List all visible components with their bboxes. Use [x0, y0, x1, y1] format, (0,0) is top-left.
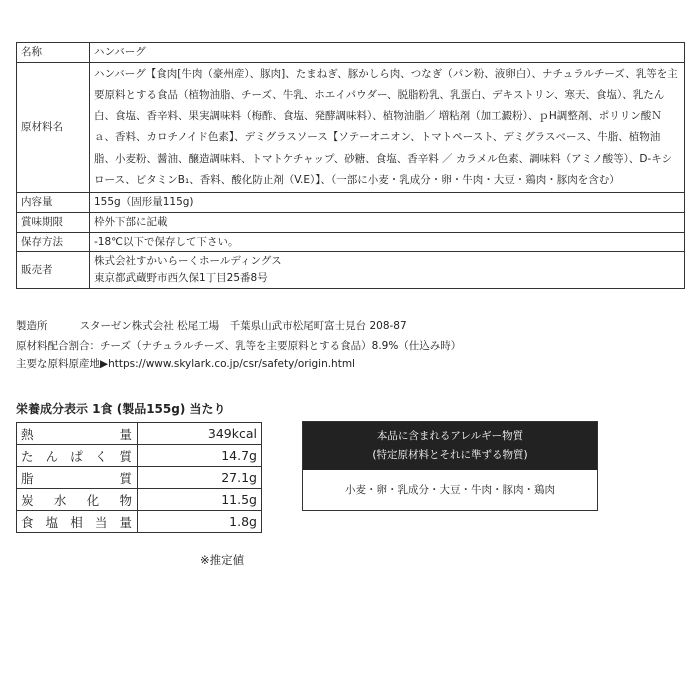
- allergy-items: 小麦・卵・乳成分・大豆・牛肉・豚肉・鶏肉: [345, 484, 555, 496]
- label-row-expiry: [17, 212, 685, 232]
- label-value: 155g（固形量115g): [90, 193, 685, 213]
- allergy-header-line1: 本品に含まれるアレルギー物質: [376, 430, 524, 442]
- product-label-table: [16, 42, 685, 289]
- label-key: 賞味期限: [17, 212, 90, 232]
- label-row-content: [17, 193, 685, 213]
- label-key: 原材料名: [17, 62, 90, 192]
- label-row-seller: [17, 252, 685, 289]
- nutrition-row: [17, 445, 262, 467]
- nutrition-name: 熱量: [17, 423, 138, 445]
- ingredients-text: ハンバーグ【食肉[牛肉（豪州産）、豚肉]、たまねぎ、豚かしら肉、つなぎ（パン粉、液卵白）、ナチュラルチーズ、乳等を主要原料とする食品（植物油脂、チーズ、牛乳、ホエイパウダー、脱脂粉乳、乳蛋白、デキストリン、寒天、食塩）、乳たん白、食塩、香辛料、果実調味料（梅酢、食塩、発酵調味料）、植物油脂／ 増粘剤（加工澱粉）、ｐH調整剤、ポリリン酸Ｎａ、香料、カロチノイド色素】、デミグラスソース【ソテーオニオン、トマトペースト、デミグラスベース、牛脂、植物油脂、小麦粉、醤油、醸造調味料、トマトケチャップ、砂糖、食塩、香辛料 ／ カラメル色素、調味料（アミノ酸等）、D-キシロース、ビタミンB₁、香料、酸化防止剤（V.E）】、（一部に小麦・乳成分・卵・牛肉・大豆・鶏肉・豚肉を含む）: [90, 62, 685, 192]
- estimate-note: ※推定値: [200, 553, 245, 567]
- seller-value: [90, 252, 685, 289]
- label-key: 保存方法: [17, 232, 90, 252]
- nutrition-row: [17, 489, 262, 511]
- label-row-ingredients: [17, 62, 685, 192]
- nutrition-row: [17, 423, 262, 445]
- nutrition-name: たんぱく質: [17, 445, 138, 467]
- allergy-header-line2: (特定原材料とそれに準ずる物質): [372, 449, 528, 461]
- nutrition-name: 食塩相当量: [17, 511, 138, 533]
- nutrition-row: [17, 467, 262, 489]
- label-value: ハンバーグ: [90, 43, 685, 63]
- nutrition-value: 14.7g: [138, 445, 262, 467]
- nutrition-value: 27.1g: [138, 467, 262, 489]
- maker-value: スターゼン株式会社 松尾工場 千葉県山武市松尾町富士見台 208-87: [79, 320, 407, 332]
- nutrition-name: 炭水化物: [17, 489, 138, 511]
- maker-line: [16, 318, 407, 333]
- label-row-name: [17, 43, 685, 63]
- nutrition-table: [16, 422, 262, 533]
- label-key: 内容量: [17, 193, 90, 213]
- maker-label: 製造所: [16, 320, 48, 332]
- label-value: -18℃以下で保存して下さい。: [90, 232, 685, 252]
- nutrition-title: 栄養成分表示 1食 (製品155g) 当たり: [16, 402, 226, 416]
- seller-address: 東京都武蔵野市西久保1丁目25番8号: [94, 272, 268, 285]
- nutrition-value: 349kcal: [138, 423, 262, 445]
- label-value: 枠外下部に記載: [90, 212, 685, 232]
- label-key: 名称: [17, 43, 90, 63]
- allergy-header: [303, 422, 597, 470]
- nutrition-value: 1.8g: [138, 511, 262, 533]
- seller-name: 株式会社すかいらーくホールディングス: [94, 255, 282, 268]
- ratio-line: 原材料配合割合：チーズ（ナチュラルチーズ、乳等を主要原料とする食品）8.9%（仕込み時）: [16, 340, 462, 352]
- nutrition-value: 11.5g: [138, 489, 262, 511]
- label-key: 販売者: [17, 252, 90, 289]
- nutrition-row: [17, 511, 262, 533]
- origin-line: 主要な原料原産地▶https://www.skylark.co.jp/csr/safety/origin.html: [16, 358, 355, 370]
- label-row-storage: [17, 232, 685, 252]
- allergy-box: [302, 421, 598, 511]
- nutrition-name: 脂質: [17, 467, 138, 489]
